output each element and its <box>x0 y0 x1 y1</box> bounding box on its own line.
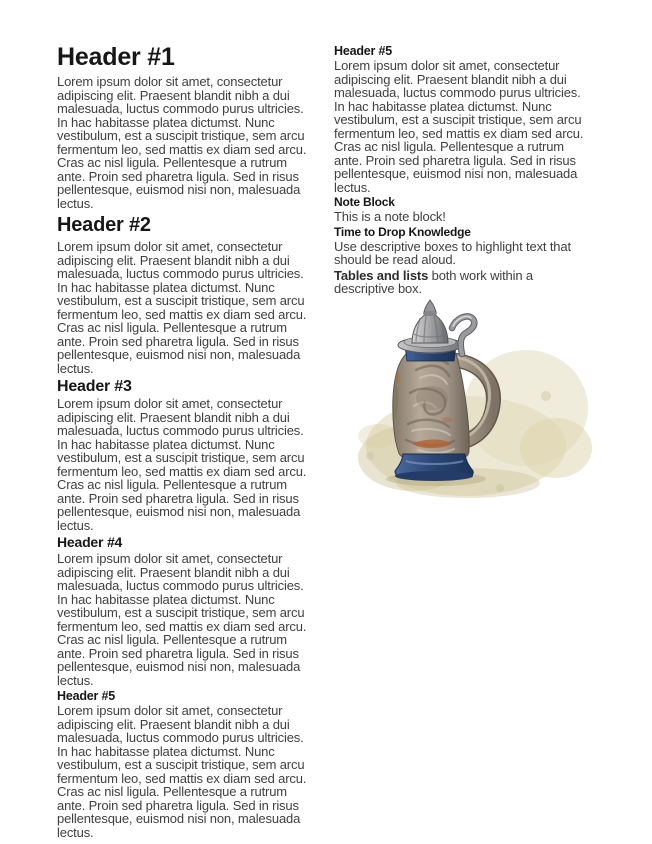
drop-knowledge-heading: Time to Drop Knowledge <box>334 224 471 239</box>
lorem-paragraph: Lorem ipsum dolor sit amet, consectetur adipiscing elit. Praesent blandit nibh a dui malesuada, luctus commodo purus ultricies. In hac habitasse platea dictumst. Nunc vestibulum, est a suscipit tristique, sem arcu fermentum leo, sed mattis ex diam sed arcu. Cras ac nisl ligula. Pellentesque a rutrum ante. Proin sed pharetra ligula. Sed in risus pellentesque, euismod nisi non, malesuada lectus. <box>57 396 307 533</box>
note-block-text: This is a note block! <box>334 209 446 224</box>
note-block-section <box>334 196 590 224</box>
lorem-paragraph: Lorem ipsum dolor sit amet, consectetur adipiscing elit. Praesent blandit nibh a dui malesuada, luctus commodo purus ultricies. In hac habitasse platea dictumst. Nunc vestibulum, est a suscipit tristique, sem arcu fermentum leo, sed mattis ex diam sed arcu. Cras ac nisl ligula. Pellentesque a rutrum ante. Proin sed pharetra ligula. Sed in risus pellentesque, euismod nisi non, malesuada lectus. <box>57 703 307 840</box>
section-header-5-left <box>57 689 307 839</box>
section-header-2 <box>57 214 307 375</box>
section-header-3 <box>57 378 307 532</box>
stein-base <box>395 454 473 481</box>
lorem-paragraph: Lorem ipsum dolor sit amet, consectetur adipiscing elit. Praesent blandit nibh a dui malesuada, luctus commodo purus ultricies. In hac habitasse platea dictumst. Nunc vestibulum, est a suscipit tristique, sem arcu fermentum leo, sed mattis ex diam sed arcu. Cras ac nisl ligula. Pellentesque a rutrum ante. Proin sed pharetra ligula. Sed in risus pellentesque, euismod nisi non, malesuada lectus. <box>57 239 307 376</box>
left-column <box>57 44 307 841</box>
stein-body <box>393 354 469 457</box>
right-column <box>334 42 590 298</box>
section-header-1 <box>57 44 307 210</box>
heading-1: Header #1 <box>57 43 175 71</box>
tables-lists-bold: Tables and lists <box>334 267 429 283</box>
heading-5: Header #5 <box>57 689 115 703</box>
lorem-paragraph: Lorem ipsum dolor sit amet, consectetur adipiscing elit. Praesent blandit nibh a dui malesuada, luctus commodo purus ultricies. In hac habitasse platea dictumst. Nunc vestibulum, est a suscipit tristique, sem arcu fermentum leo, sed mattis ex diam sed arcu. Cras ac nisl ligula. Pellentesque a rutrum ante. Proin sed pharetra ligula. Sed in risus pellentesque, euismod nisi non, malesuada lectus. <box>57 74 307 211</box>
tables-lists-line <box>334 269 590 296</box>
lorem-paragraph: Lorem ipsum dolor sit amet, consectetur adipiscing elit. Praesent blandit nibh a dui malesuada, luctus commodo purus ultricies. In hac habitasse platea dictumst. Nunc vestibulum, est a suscipit tristique, sem arcu fermentum leo, sed mattis ex diam sed arcu. Cras ac nisl ligula. Pellentesque a rutrum ante. Proin sed pharetra ligula. Sed in risus pellentesque, euismod nisi non, malesuada lectus. <box>57 551 307 688</box>
section-header-4 <box>57 535 307 687</box>
heading-3: Header #3 <box>57 378 132 395</box>
beer-stein-image <box>348 298 593 503</box>
stein-finial <box>424 300 436 312</box>
drop-knowledge-section <box>334 226 590 296</box>
drop-knowledge-text: Use descriptive boxes to highlight text that should be read aloud. <box>334 238 571 267</box>
section-header-5-right <box>334 44 590 194</box>
heading-2: Header #2 <box>57 214 151 236</box>
lorem-paragraph: Lorem ipsum dolor sit amet, consectetur adipiscing elit. Praesent blandit nibh a dui malesuada, luctus commodo purus ultricies. In hac habitasse platea dictumst. Nunc vestibulum, est a suscipit tristique, sem arcu fermentum leo, sed mattis ex diam sed arcu. Cras ac nisl ligula. Pellentesque a rutrum ante. Proin sed pharetra ligula. Sed in risus pellentesque, euismod nisi non, malesuada lectus. <box>334 58 584 195</box>
tables-lists-rest: both work within a descriptive box. <box>334 267 533 296</box>
note-block-heading: Note Block <box>334 195 395 209</box>
heading-5: Header #5 <box>334 44 392 58</box>
heading-4: Header #4 <box>57 534 123 550</box>
